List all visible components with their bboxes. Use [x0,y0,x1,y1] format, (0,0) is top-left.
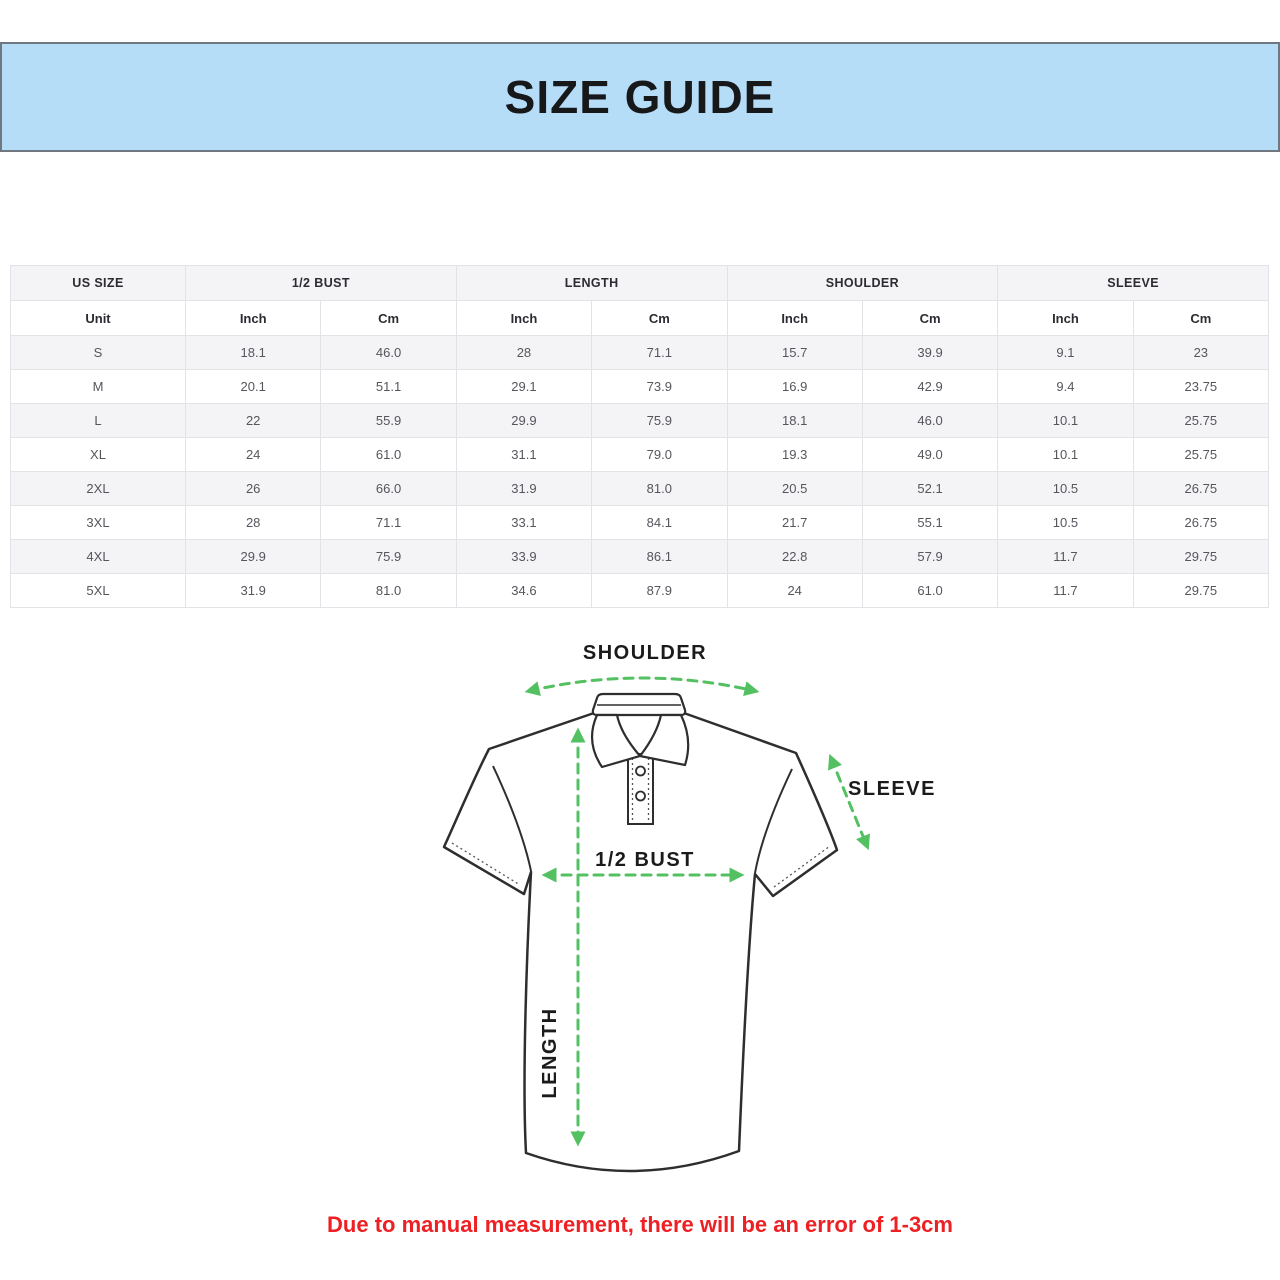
value-cell: 87.9 [592,574,727,608]
value-cell: 29.9 [456,404,591,438]
value-cell: 81.0 [592,472,727,506]
value-cell: 22.8 [727,540,862,574]
value-cell: 61.0 [862,574,997,608]
table-row-xl [11,438,1269,472]
table-row-4xl [11,540,1269,574]
value-cell: 86.1 [592,540,727,574]
value-cell: 46.0 [862,404,997,438]
size-cell: 3XL [11,506,186,540]
unit-cell: Cm [1133,301,1268,336]
value-cell: 55.1 [862,506,997,540]
value-cell: 29.75 [1133,540,1268,574]
shoulder-label: SHOULDER [582,642,708,664]
unit-cell: Cm [592,301,727,336]
table-group-header-row [11,266,1269,301]
size-chart-table [10,265,1269,608]
value-cell: 29.75 [1133,574,1268,608]
value-cell: 29.1 [456,370,591,404]
unit-cell: Cm [862,301,997,336]
table-row-5xl [11,574,1269,608]
value-cell: 10.1 [998,404,1133,438]
value-cell: 57.9 [862,540,997,574]
value-cell: 71.1 [321,506,456,540]
value-cell: 51.1 [321,370,456,404]
value-cell: 33.9 [456,540,591,574]
size-cell: M [11,370,186,404]
value-cell: 29.9 [186,540,321,574]
value-cell: 71.1 [592,336,727,370]
size-cell: XL [11,438,186,472]
value-cell: 73.9 [592,370,727,404]
value-cell: 10.5 [998,506,1133,540]
unit-cell: Inch [998,301,1133,336]
group-header-bust: 1/2 BUST [186,266,457,301]
value-cell: 9.4 [998,370,1133,404]
table-row-m [11,370,1269,404]
size-cell: 5XL [11,574,186,608]
shoulder-measure-arrow [529,678,755,691]
value-cell: 9.1 [998,336,1133,370]
size-cell: 4XL [11,540,186,574]
value-cell: 31.9 [186,574,321,608]
value-cell: 20.1 [186,370,321,404]
table-unit-row [11,301,1269,336]
value-cell: 28 [456,336,591,370]
sleeve-label: SLEEVE [848,778,936,800]
value-cell: 34.6 [456,574,591,608]
unit-cell: Unit [11,301,186,336]
value-cell: 84.1 [592,506,727,540]
unit-cell: Inch [727,301,862,336]
value-cell: 26.75 [1133,506,1268,540]
measurement-error-note: Due to manual measurement, there will be an error of 1-3cm [327,1212,953,1237]
value-cell: 31.9 [456,472,591,506]
placket [628,754,653,824]
value-cell: 22 [186,404,321,438]
value-cell: 20.5 [727,472,862,506]
length-label: LENGTH [539,1007,561,1099]
group-header-sleeve: SLEEVE [998,266,1269,301]
value-cell: 28 [186,506,321,540]
value-cell: 11.7 [998,574,1133,608]
value-cell: 24 [186,438,321,472]
value-cell: 18.1 [727,404,862,438]
value-cell: 39.9 [862,336,997,370]
size-guide-title: SIZE GUIDE [504,71,776,123]
value-cell: 81.0 [321,574,456,608]
size-cell: S [11,336,186,370]
polo-shirt-diagram [400,628,960,1193]
value-cell: 19.3 [727,438,862,472]
unit-cell: Cm [321,301,456,336]
button [636,792,645,801]
value-cell: 26 [186,472,321,506]
size-cell: L [11,404,186,438]
size-cell: 2XL [11,472,186,506]
value-cell: 18.1 [186,336,321,370]
unit-cell: Inch [456,301,591,336]
table-row-3xl [11,506,1269,540]
value-cell: 25.75 [1133,438,1268,472]
value-cell: 24 [727,574,862,608]
group-header-shoulder: SHOULDER [727,266,998,301]
table-row-l [11,404,1269,438]
table-row-2xl [11,472,1269,506]
value-cell: 42.9 [862,370,997,404]
value-cell: 66.0 [321,472,456,506]
value-cell: 10.1 [998,438,1133,472]
button [636,767,645,776]
value-cell: 75.9 [592,404,727,438]
value-cell: 55.9 [321,404,456,438]
value-cell: 26.75 [1133,472,1268,506]
value-cell: 79.0 [592,438,727,472]
value-cell: 11.7 [998,540,1133,574]
value-cell: 61.0 [321,438,456,472]
value-cell: 16.9 [727,370,862,404]
value-cell: 46.0 [321,336,456,370]
value-cell: 31.1 [456,438,591,472]
value-cell: 10.5 [998,472,1133,506]
group-header-length: LENGTH [456,266,727,301]
bust-label: 1/2 BUST [595,849,695,871]
value-cell: 49.0 [862,438,997,472]
value-cell: 75.9 [321,540,456,574]
unit-cell: Inch [186,301,321,336]
value-cell: 15.7 [727,336,862,370]
value-cell: 23 [1133,336,1268,370]
polo-shirt-outline [444,694,837,1171]
value-cell: 21.7 [727,506,862,540]
value-cell: 52.1 [862,472,997,506]
table-row-s [11,336,1269,370]
group-header-us-size: US SIZE [11,266,186,301]
value-cell: 33.1 [456,506,591,540]
size-guide-banner [0,42,1280,152]
value-cell: 25.75 [1133,404,1268,438]
sleeve-measure-arrow [831,758,867,846]
value-cell: 23.75 [1133,370,1268,404]
